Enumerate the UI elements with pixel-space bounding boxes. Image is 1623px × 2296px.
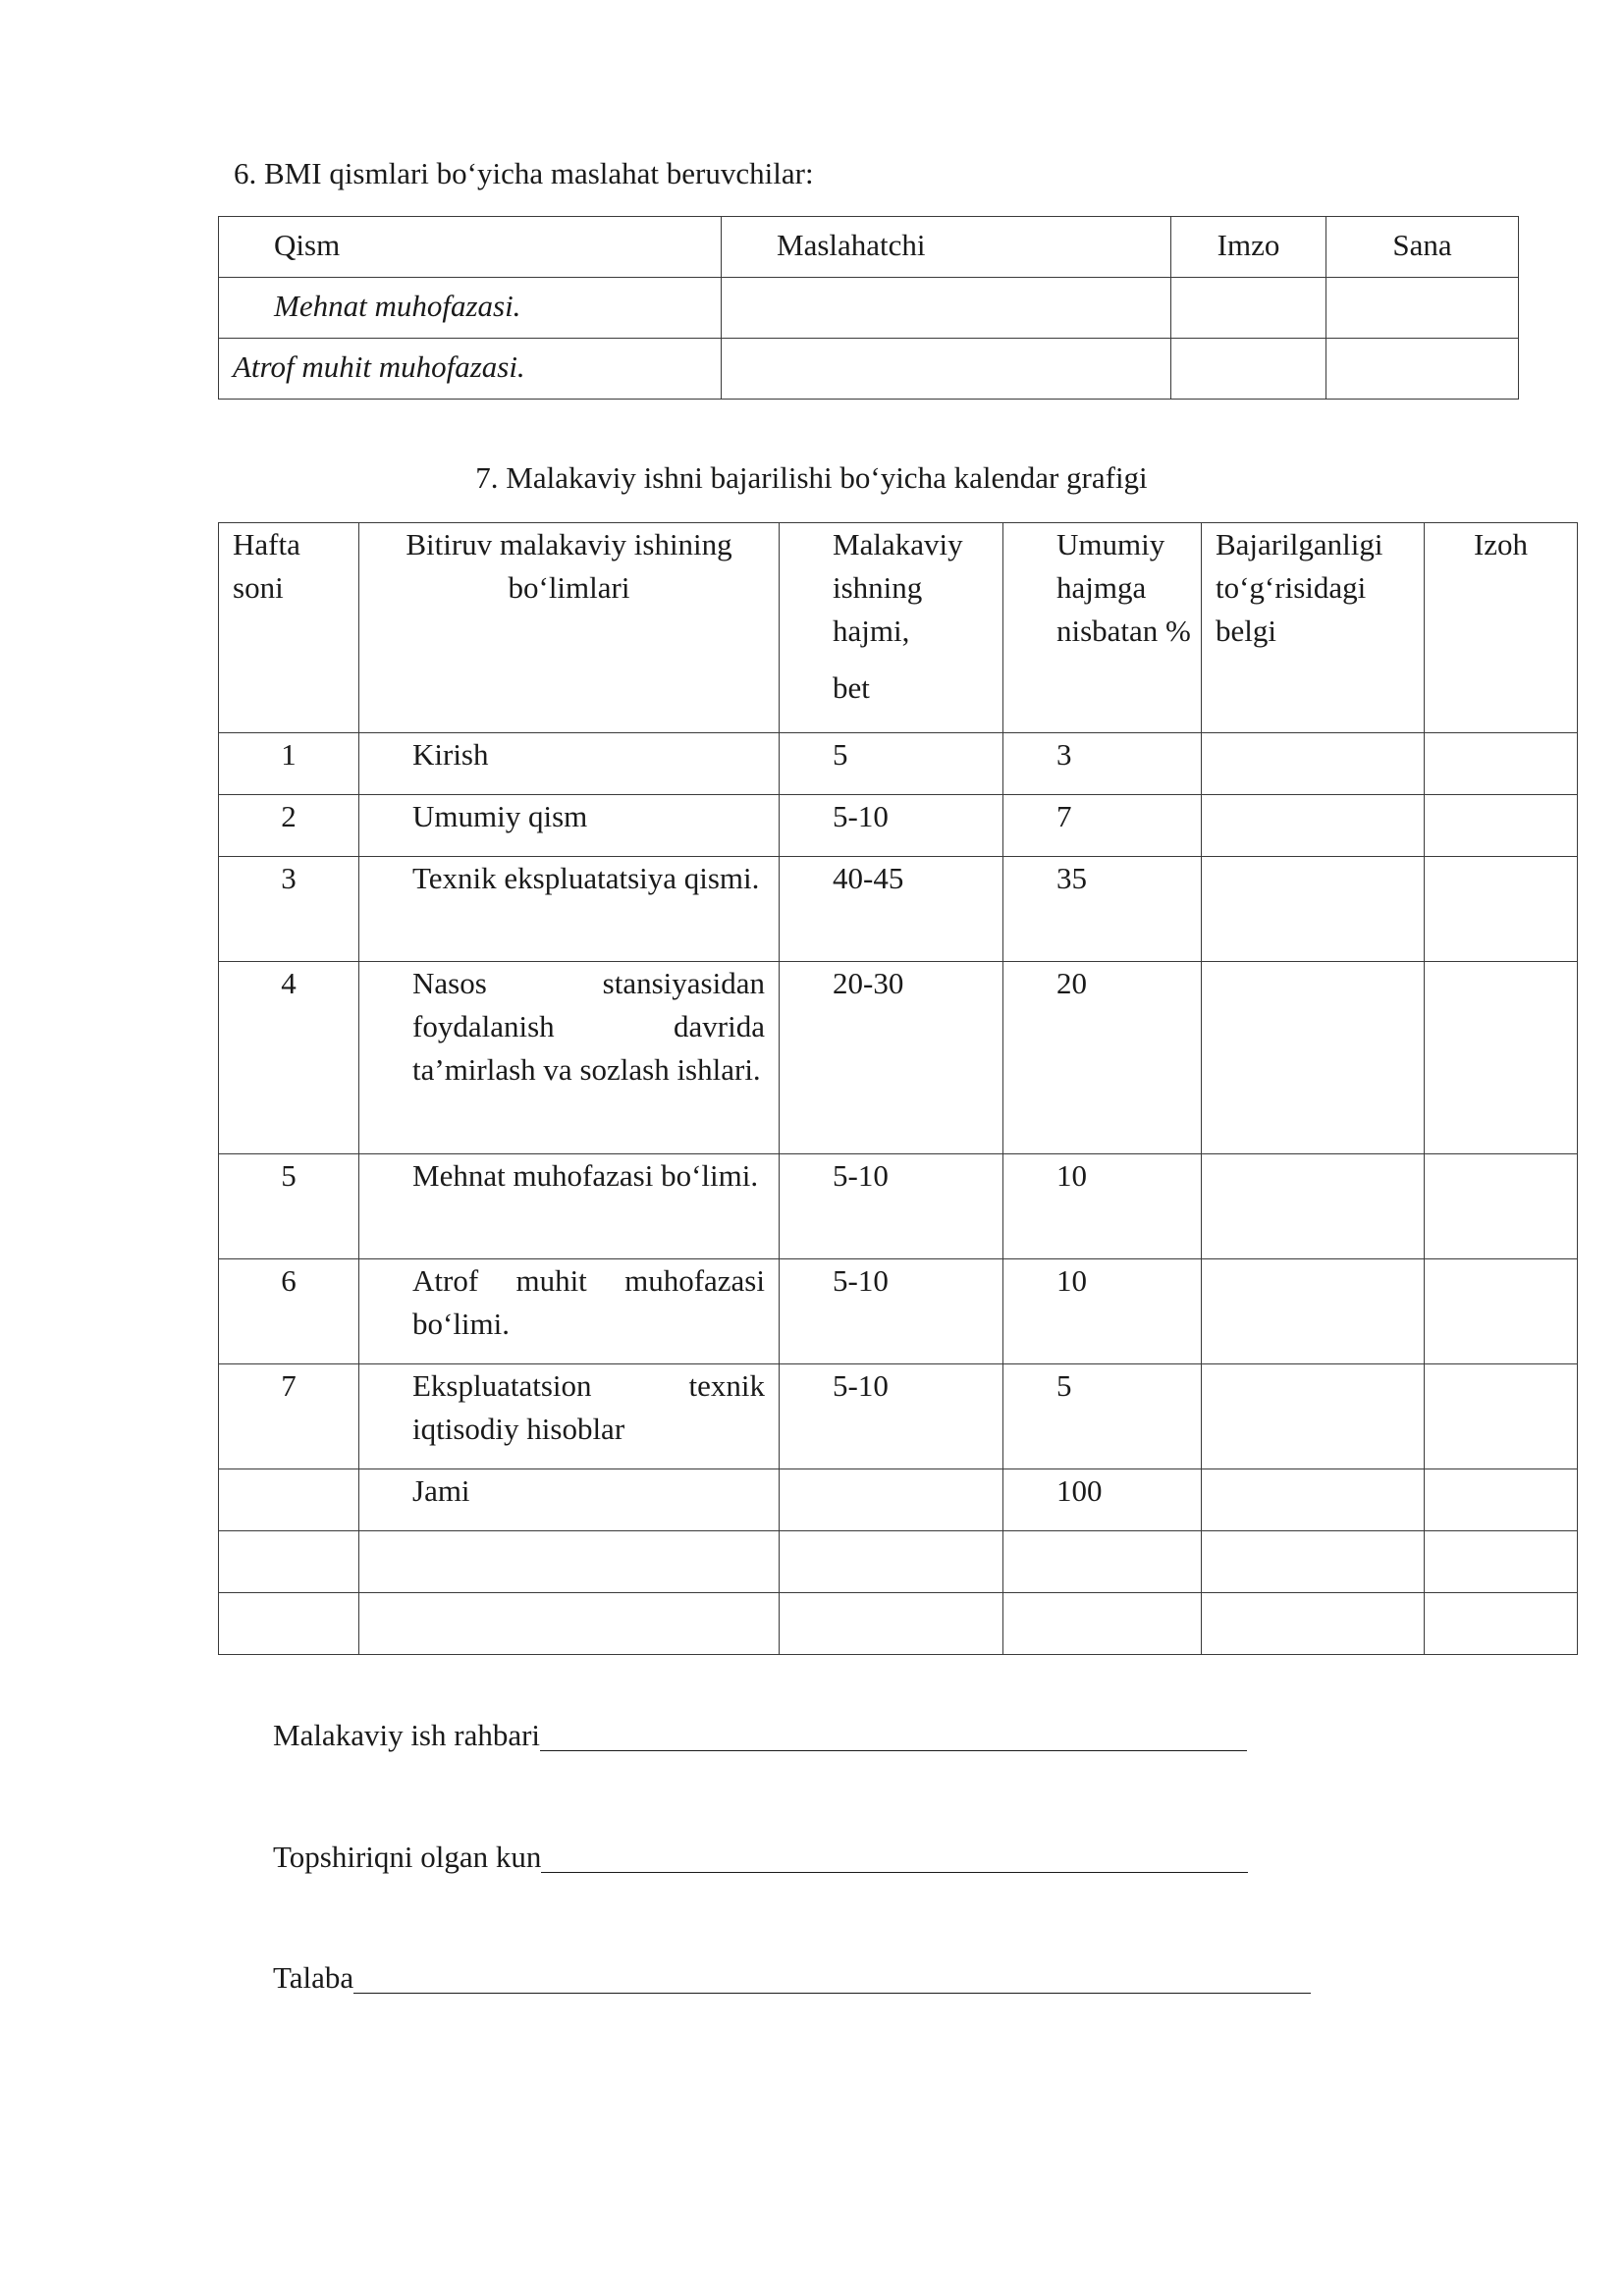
table-cell-chapter: Mehnat muhofazasi bo‘limi. [359, 1154, 780, 1259]
date-received-field [273, 1836, 1248, 1879]
column-header-volume [780, 523, 1003, 733]
table-row [219, 795, 1578, 857]
table-cell-total-label: Jami [359, 1469, 780, 1531]
table-cell-chapter: Umumiy qism [359, 795, 780, 857]
table-cell-completion-mark[interactable] [1202, 1364, 1425, 1469]
table-cell-note[interactable] [1425, 1364, 1578, 1469]
supervisor-signature-field [273, 1714, 1247, 1757]
table-row [219, 278, 1519, 339]
table-cell-volume: 20-30 [780, 962, 1003, 1154]
table-cell-empty[interactable] [780, 1593, 1003, 1655]
calendar-schedule-table [218, 522, 1578, 1655]
table-cell-volume: 5-10 [780, 795, 1003, 857]
table-row [219, 1154, 1578, 1259]
table-cell-empty[interactable] [780, 1531, 1003, 1593]
student-signature-line[interactable] [353, 1957, 1311, 1994]
table-cell-chapter: Nasos stansiyasidan foydalanish davrida ta’mirlash va sozlash ishlari. [359, 962, 780, 1154]
table-cell-note[interactable] [1425, 962, 1578, 1154]
table-row [219, 1364, 1578, 1469]
table-cell-empty[interactable] [359, 1593, 780, 1655]
column-header-volume-unit: bet [833, 670, 870, 705]
table-cell-completion-mark[interactable] [1202, 1469, 1425, 1531]
table-header-row [219, 217, 1519, 278]
table-cell-note[interactable] [1425, 1259, 1578, 1364]
table-cell-empty[interactable] [1425, 1531, 1578, 1593]
table-cell-empty[interactable] [1003, 1593, 1202, 1655]
table-cell-week: 2 [219, 795, 359, 857]
table-row-total [219, 1469, 1578, 1531]
student-signature-field [273, 1956, 1311, 2000]
table-cell-completion-mark[interactable] [1202, 857, 1425, 962]
table-cell-completion-mark[interactable] [1202, 795, 1425, 857]
table-cell-volume: 5 [780, 733, 1003, 795]
consultants-table [218, 216, 1519, 400]
column-header-sana: Sana [1326, 217, 1519, 278]
table-cell-percent: 10 [1003, 1259, 1202, 1364]
table-cell-week: 5 [219, 1154, 359, 1259]
table-cell-week: 3 [219, 857, 359, 962]
table-cell-signature[interactable] [1171, 339, 1326, 400]
table-cell-chapter: Ekspluatatsion texnik iqtisodiy hisoblar [359, 1364, 780, 1469]
table-header-row [219, 523, 1578, 733]
column-header-completion-mark: Bajarilganligi to‘g‘risidagi belgi [1202, 523, 1425, 733]
table-cell-week: 7 [219, 1364, 359, 1469]
column-header-chapters: Bitiruv malakaviy ishining bo‘limlari [359, 523, 780, 733]
table-row [219, 962, 1578, 1154]
table-cell-section: Mehnat muhofazasi. [219, 278, 722, 339]
table-cell-total-percent: 100 [1003, 1469, 1202, 1531]
student-label: Talaba [273, 1960, 354, 1995]
table-cell-percent: 20 [1003, 962, 1202, 1154]
supervisor-label: Malakaviy ish rahbari [273, 1718, 541, 1752]
table-cell-empty[interactable] [1425, 1593, 1578, 1655]
table-cell-percent: 5 [1003, 1364, 1202, 1469]
column-header-percent: Umumiy hajmga nisbatan % [1003, 523, 1202, 733]
table-row [219, 857, 1578, 962]
table-cell-volume: 5-10 [780, 1154, 1003, 1259]
table-cell-percent: 7 [1003, 795, 1202, 857]
column-header-imzo: Imzo [1171, 217, 1326, 278]
table-cell-note[interactable] [1425, 795, 1578, 857]
table-cell-volume: 40-45 [780, 857, 1003, 962]
table-cell-date[interactable] [1326, 339, 1519, 400]
table-cell-empty[interactable] [219, 1531, 359, 1593]
section-6-heading: 6. BMI qismlari bo‘yicha maslahat beruvchilar: [234, 156, 814, 190]
table-cell-chapter: Atrof muhit muhofazasi bo‘limi. [359, 1259, 780, 1364]
table-cell-consultant[interactable] [722, 278, 1171, 339]
table-cell-week: 1 [219, 733, 359, 795]
table-cell-empty[interactable] [359, 1531, 780, 1593]
table-row [219, 339, 1519, 400]
table-cell-completion-mark[interactable] [1202, 1154, 1425, 1259]
date-received-label: Topshiriqni olgan kun [273, 1840, 542, 1874]
table-cell-week: 4 [219, 962, 359, 1154]
table-cell-completion-mark[interactable] [1202, 733, 1425, 795]
table-cell-note[interactable] [1425, 1154, 1578, 1259]
table-cell-volume [780, 1469, 1003, 1531]
table-row-empty [219, 1531, 1578, 1593]
table-cell-note[interactable] [1425, 733, 1578, 795]
table-cell-note[interactable] [1425, 857, 1578, 962]
date-received-line[interactable] [541, 1837, 1248, 1873]
column-header-maslahatchi: Maslahatchi [722, 217, 1171, 278]
column-header-volume-label: Malakaviy ishning hajmi, [833, 527, 963, 648]
table-row-empty [219, 1593, 1578, 1655]
column-header-qism: Qism [219, 217, 722, 278]
table-row [219, 1259, 1578, 1364]
table-cell-note[interactable] [1425, 1469, 1578, 1531]
table-cell-consultant[interactable] [722, 339, 1171, 400]
table-cell-empty[interactable] [1003, 1531, 1202, 1593]
table-cell-section: Atrof muhit muhofazasi. [219, 339, 722, 400]
table-cell-chapter: Kirish [359, 733, 780, 795]
table-cell-date[interactable] [1326, 278, 1519, 339]
table-cell-chapter: Texnik ekspluatatsiya qismi. [359, 857, 780, 962]
table-cell-completion-mark[interactable] [1202, 962, 1425, 1154]
table-cell-empty[interactable] [1202, 1531, 1425, 1593]
column-header-note: Izoh [1425, 523, 1578, 733]
table-row [219, 733, 1578, 795]
table-cell-percent: 3 [1003, 733, 1202, 795]
table-cell-volume: 5-10 [780, 1364, 1003, 1469]
column-header-week: Hafta soni [219, 523, 359, 733]
table-cell-percent: 10 [1003, 1154, 1202, 1259]
table-cell-week: 6 [219, 1259, 359, 1364]
table-cell-empty[interactable] [219, 1593, 359, 1655]
table-cell-signature[interactable] [1171, 278, 1326, 339]
table-cell-empty[interactable] [1202, 1593, 1425, 1655]
supervisor-signature-line[interactable] [540, 1715, 1247, 1751]
table-cell-completion-mark[interactable] [1202, 1259, 1425, 1364]
table-cell-percent: 35 [1003, 857, 1202, 962]
table-cell-week [219, 1469, 359, 1531]
section-7-heading: 7. Malakaviy ishni bajarilishi bo‘yicha kalendar grafigi [475, 460, 1148, 495]
table-cell-volume: 5-10 [780, 1259, 1003, 1364]
